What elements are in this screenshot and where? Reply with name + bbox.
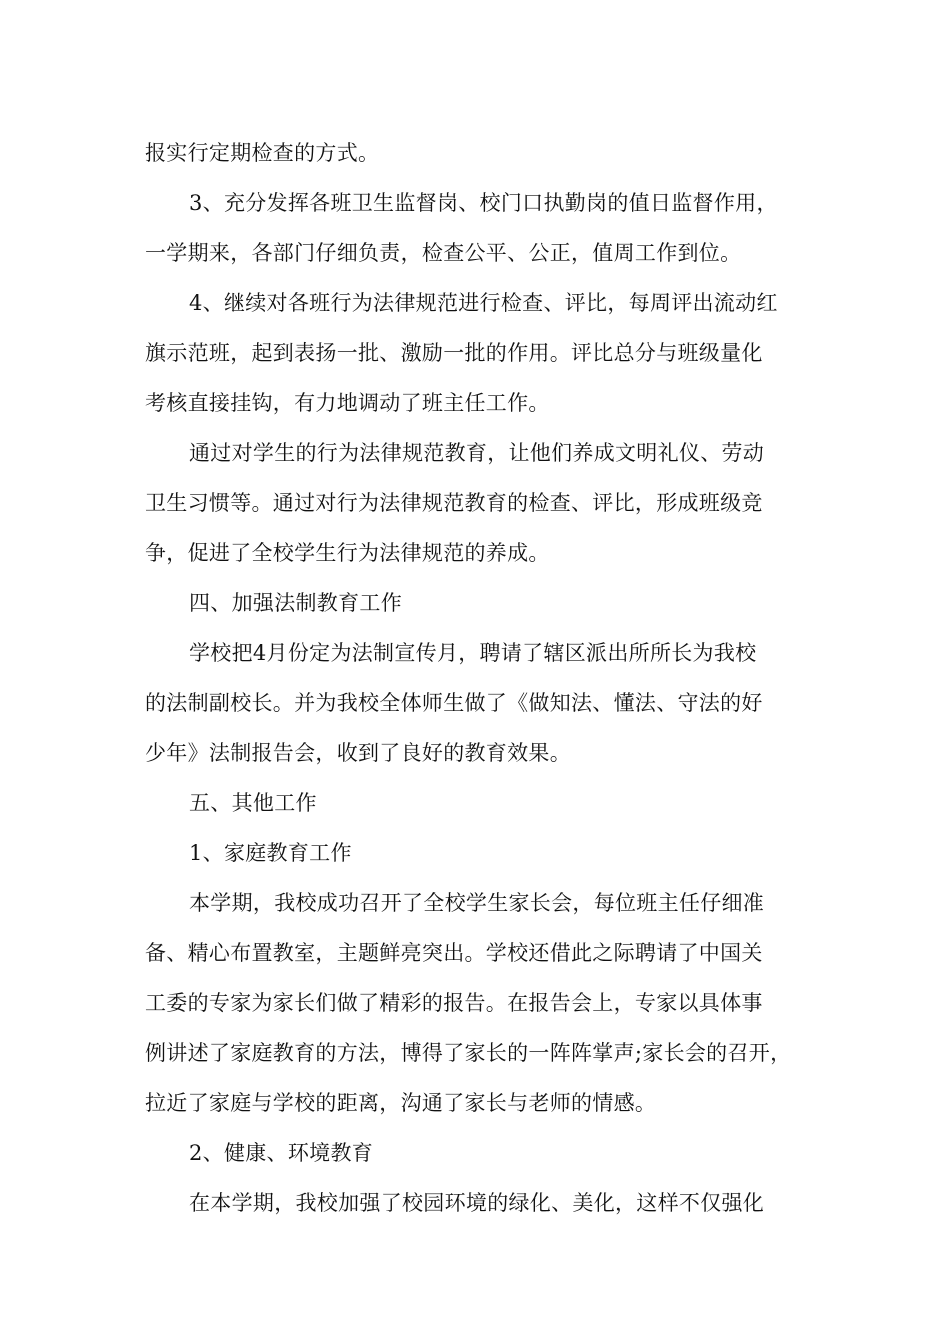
text-line-4: 4、继续对各班行为法律规范进行检查、评比，每周评出流动红 (189, 291, 778, 315)
subsection-heading-1: 1、家庭教育工作 (189, 841, 352, 865)
section-heading-four: 四、加强法制教育工作 (189, 591, 402, 615)
text-line-20: 拉近了家庭与学校的距离，沟通了家长与老师的情感。 (145, 1091, 657, 1115)
text-line-3: 一学期来，各部门仔细负责，检查公平、公正，值周工作到位。 (145, 241, 742, 265)
text-line-2: 3、充分发挥各班卫生监督岗、校门口执勤岗的值日监督作用， (189, 191, 778, 215)
text-line-19: 例讲述了家庭教育的方法，博得了家长的一阵阵掌声;家长会的召开， (145, 1041, 792, 1065)
text-line-9: 争，促进了全校学生行为法律规范的养成。 (145, 541, 550, 565)
text-line-5: 旗示范班，起到表扬一批、激励一批的作用。评比总分与班级量化 (145, 341, 763, 365)
text-line-17: 备、精心布置教室，主题鲜亮突出。学校还借此之际聘请了中国关 (145, 941, 763, 965)
section-heading-five: 五、其他工作 (189, 791, 317, 815)
text-line-8: 卫生习惯等。通过对行为法律规范教育的检查、评比，形成班级竞 (145, 491, 763, 515)
text-line-6: 考核直接挂钩，有力地调动了班主任工作。 (145, 391, 550, 415)
text-line-12: 的法制副校长。并为我校全体师生做了《做知法、懂法、守法的好 (145, 691, 763, 715)
text-line-7: 通过对学生的行为法律规范教育，让他们养成文明礼仪、劳动 (189, 441, 765, 465)
document-page (145, 128, 810, 1228)
text-line-22: 在本学期，我校加强了校园环境的绿化、美化，这样不仅强化 (189, 1191, 765, 1215)
text-line-18: 工委的专家为家长们做了精彩的报告。在报告会上，专家以具体事 (145, 991, 763, 1015)
text-line-11: 学校把4月份定为法制宣传月，聘请了辖区派出所所长为我校 (189, 641, 757, 665)
text-line-1: 报实行定期检查的方式。 (145, 141, 380, 165)
subsection-heading-2: 2、健康、环境教育 (189, 1141, 374, 1165)
text-line-13: 少年》法制报告会，收到了良好的教育效果。 (145, 741, 571, 765)
text-line-16: 本学期，我校成功召开了全校学生家长会，每位班主任仔细准 (189, 891, 765, 915)
